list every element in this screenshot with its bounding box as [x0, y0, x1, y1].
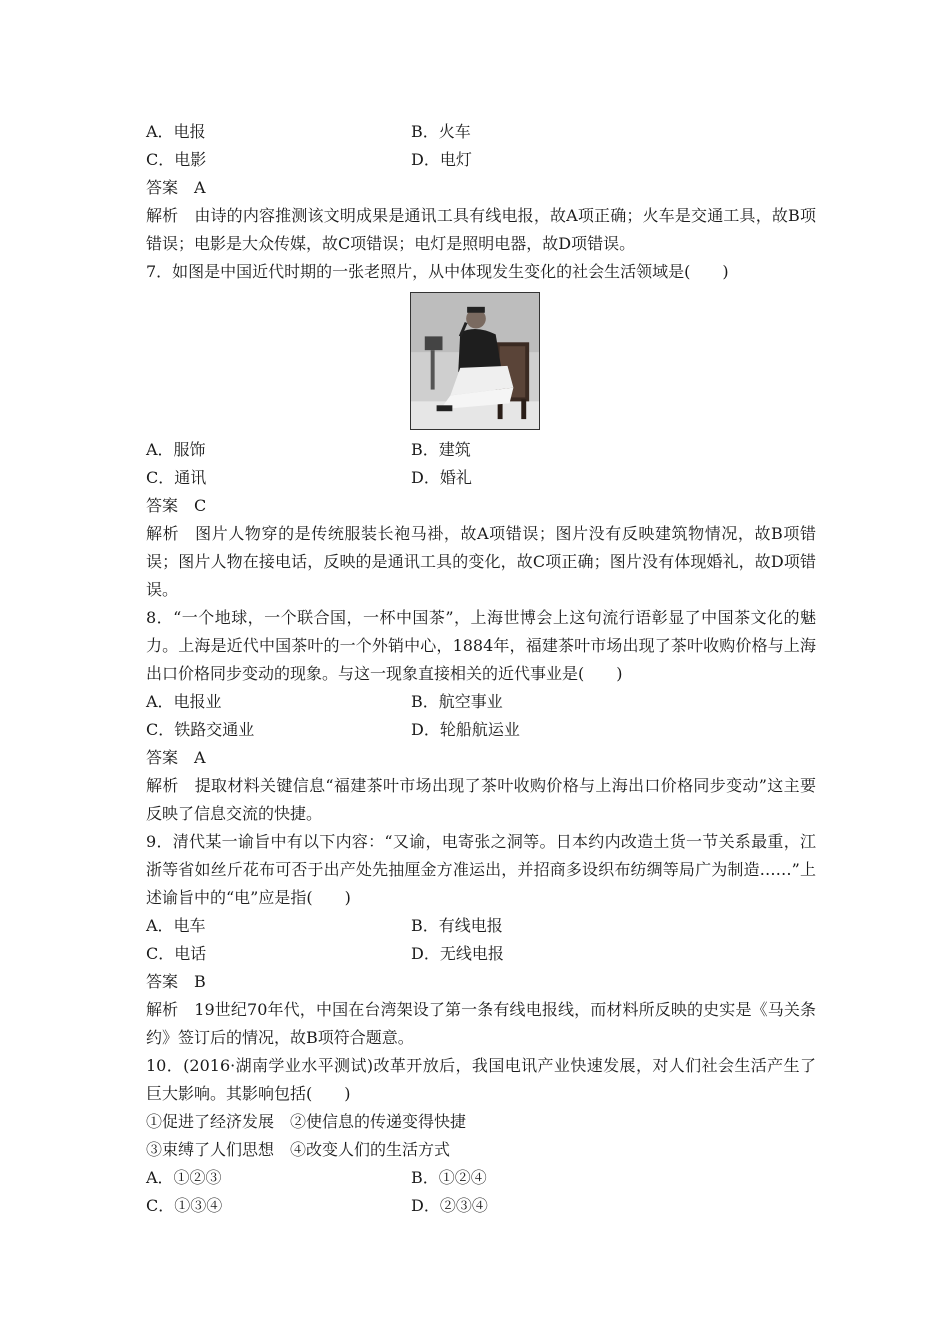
q10-options-row-1	[146, 1164, 816, 1192]
q7-analysis	[146, 520, 816, 604]
q6-answer	[146, 174, 816, 202]
q6-option-a: A．电报	[146, 122, 206, 141]
q9-analysis	[146, 996, 816, 1052]
q6-answer-label: 答案	[146, 178, 179, 197]
q9-option-b: B．有线电报	[411, 916, 503, 935]
q8-option-c: C．铁路交通业	[146, 720, 255, 739]
q9-answer	[146, 968, 816, 996]
q6-answer-value: A	[194, 178, 206, 197]
q7-options-row-1	[146, 436, 816, 464]
q8-answer	[146, 744, 816, 772]
q10-option-d: D．②③④	[411, 1196, 488, 1215]
q7-answer-label: 答案	[146, 496, 179, 515]
q9-option-c: C．电话	[146, 944, 207, 963]
q8-option-a: A．电报业	[146, 692, 222, 711]
q9-analysis-text: 19世纪70年代，中国在台湾架设了第一条有线电报线，而材料所反映的史实是《马关条约》签订后的情况，故B项符合题意。	[146, 1000, 816, 1047]
q8-stem: 8．“一个地球，一个联合国，一杯中国茶”，上海世博会上这句流行语彰显了中国茶文化的魅力。上海是近代中国茶叶的一个外销中心，1884年，福建茶叶市场出现了茶叶收购价格与上海出口价格同步变动的现象。与这一现象直接相关的近代事业是( )	[146, 608, 816, 683]
q9-option-a: A．电车	[146, 916, 206, 935]
q7-analysis-text: 图片人物穿的是传统服装长袍马褂，故A项错误；图片没有反映建筑物情况，故B项错误；图片人物在接电话，反映的是通讯工具的变化，故C项正确；图片没有体现婚礼，故D项错误。	[146, 524, 816, 599]
q7-option-b: B．建筑	[411, 440, 471, 459]
q6-option-b: B．火车	[411, 122, 471, 141]
q10-option-b: B．①②④	[411, 1168, 487, 1187]
q10-options-row-2	[146, 1192, 816, 1220]
q6-analysis	[146, 202, 816, 258]
q10-option-a: A．①②③	[146, 1168, 222, 1187]
old-photo-figure	[410, 292, 540, 430]
q9-stem: 9．清代某一谕旨中有以下内容：“又谕，电寄张之洞等。日本约内改造土货一节关系最重，江浙等省如丝斤花布可否于出产处先抽厘金方准运出，并招商多设织布纺绸等局广为制造……”上述谕旨中的“电”应是指( )	[146, 832, 816, 907]
q8-option-b: B．航空事业	[411, 692, 503, 711]
q6-analysis-label: 解析	[146, 206, 179, 225]
q6-option-c: C．电影	[146, 150, 207, 169]
q7-options-row-2	[146, 464, 816, 492]
q9-options-row-1	[146, 912, 816, 940]
q8-option-d: D．轮船航运业	[411, 720, 520, 739]
q9-answer-label: 答案	[146, 972, 179, 991]
q10-option-c: C．①③④	[146, 1196, 223, 1215]
q10-stem: 10．(2016·湖南学业水平测试)改革开放后，我国电讯产业快速发展，对人们社会生活产生了巨大影响。其影响包括( )	[146, 1056, 816, 1103]
q9-option-d: D．无线电报	[411, 944, 504, 963]
q10-item-line-2: ③束缚了人们思想 ④改变人们的生活方式	[146, 1140, 451, 1159]
q8-analysis-text: 提取材料关键信息“福建茶叶市场出现了茶叶收购价格与上海出口价格同步变动”这主要反映了信息交流的快捷。	[146, 776, 816, 823]
q8-analysis-label: 解析	[146, 776, 179, 795]
q9-options-row-2	[146, 940, 816, 968]
q6-options-row-1	[146, 118, 816, 146]
q6-options-row-2	[146, 146, 816, 174]
q7-option-a: A．服饰	[146, 440, 206, 459]
q8-answer-label: 答案	[146, 748, 179, 767]
q8-options-row-2	[146, 716, 816, 744]
q10-item-line-1: ①促进了经济发展 ②使信息的传递变得快捷	[146, 1112, 467, 1131]
q8-analysis	[146, 772, 816, 828]
q9-analysis-label: 解析	[146, 1000, 179, 1019]
q7-option-d: D．婚礼	[411, 468, 472, 487]
document-page	[146, 118, 816, 1220]
q6-analysis-text: 由诗的内容推测该文明成果是通讯工具有线电报，故A项正确；火车是交通工具，故B项错误；电影是大众传媒，故C项错误；电灯是照明电器，故D项错误。	[146, 206, 816, 253]
q7-analysis-label: 解析	[146, 524, 180, 543]
q7-answer	[146, 492, 816, 520]
q7-answer-value: C	[194, 496, 207, 515]
q9-answer-value: B	[194, 972, 206, 991]
q6-option-d: D．电灯	[411, 150, 472, 169]
q7-option-c: C．通讯	[146, 468, 207, 487]
q7-stem: 7．如图是中国近代时期的一张老照片，从中体现发生变化的社会生活领域是( )	[146, 262, 729, 281]
q8-answer-value: A	[194, 748, 206, 767]
q8-options-row-1	[146, 688, 816, 716]
man-on-telephone-photo	[411, 293, 539, 429]
